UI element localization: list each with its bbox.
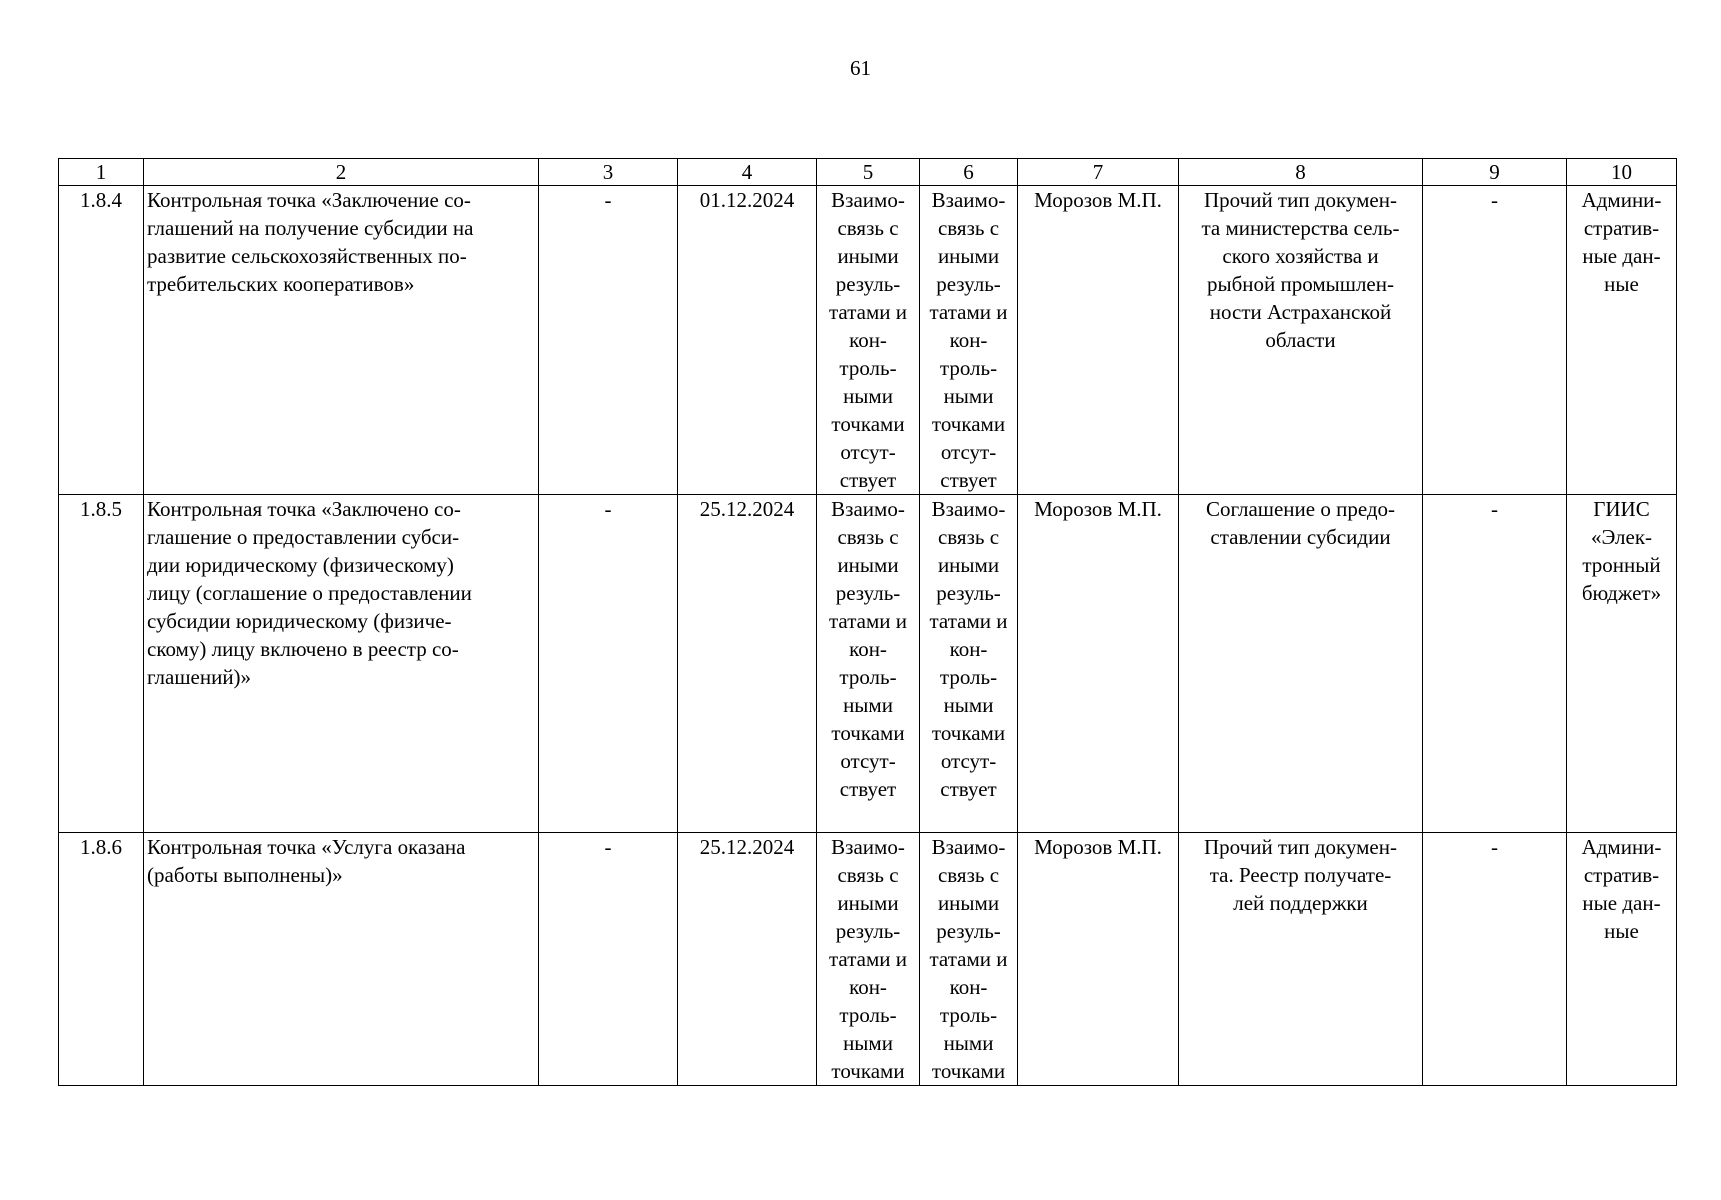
document-type: Прочий тип докумен- та. Реестр получате- лей поддержки xyxy=(1179,833,1423,1086)
relation-cell: Взаимо- связь с иными резуль- татами и кон- троль- ными точками xyxy=(817,833,920,1086)
relation-cell: Взаимо- связь с иными резуль- татами и кон- троль- ными точками отсут- ствует xyxy=(817,186,920,495)
base-value: - xyxy=(539,833,678,1086)
data-source: Админи- стратив- ные дан- ные xyxy=(1567,186,1677,495)
col9-value: - xyxy=(1423,495,1567,833)
table-row xyxy=(59,186,1677,495)
relation-cell: Взаимо- связь с иными резуль- татами и кон- троль- ными точками отсут- ствует xyxy=(817,495,920,833)
control-point-name: Контрольная точка «Заключено со- глашение о предоставлении субси- дии юридическому (физическому) лицу (соглашение о предоставлении субсидии юридическому (физиче- скому) лицу включено в реестр со- глашений)» xyxy=(144,495,539,833)
due-date: 01.12.2024 xyxy=(678,186,817,495)
column-number: 1 xyxy=(59,159,144,186)
column-number-row xyxy=(59,159,1677,186)
due-date: 25.12.2024 xyxy=(678,495,817,833)
row-number: 1.8.4 xyxy=(59,186,144,495)
control-point-name: Контрольная точка «Заключение со- глашений на получение субсидии на развитие сельскохозяйственных по- требительских кооперативов» xyxy=(144,186,539,495)
table-row xyxy=(59,495,1677,833)
column-number: 5 xyxy=(817,159,920,186)
column-number: 2 xyxy=(144,159,539,186)
row-number: 1.8.6 xyxy=(59,833,144,1086)
column-number: 6 xyxy=(920,159,1018,186)
column-number: 9 xyxy=(1423,159,1567,186)
col9-value: - xyxy=(1423,186,1567,495)
column-number: 3 xyxy=(539,159,678,186)
page-number: 61 xyxy=(850,56,871,80)
document-type: Соглашение о предо- ставлении субсидии xyxy=(1179,495,1423,833)
column-number: 4 xyxy=(678,159,817,186)
column-number: 7 xyxy=(1018,159,1179,186)
data-source: Админи- стратив- ные дан- ные xyxy=(1567,833,1677,1086)
row-number: 1.8.5 xyxy=(59,495,144,833)
relation-cell: Взаимо- связь с иными резуль- татами и кон- троль- ными точками xyxy=(920,833,1018,1086)
relation-cell: Взаимо- связь с иными резуль- татами и кон- троль- ными точками отсут- ствует xyxy=(920,495,1018,833)
responsible-person: Морозов М.П. xyxy=(1018,833,1179,1086)
due-date: 25.12.2024 xyxy=(678,833,817,1086)
base-value: - xyxy=(539,495,678,833)
responsible-person: Морозов М.П. xyxy=(1018,495,1179,833)
responsible-person: Морозов М.П. xyxy=(1018,186,1179,495)
column-number: 10 xyxy=(1567,159,1677,186)
control-points-table xyxy=(58,158,1677,1086)
data-source: ГИИС «Элек- тронный бюджет» xyxy=(1567,495,1677,833)
document-type: Прочий тип докумен- та министерства сель- ского хозяйства и рыбной промышлен- ности Астраханской области xyxy=(1179,186,1423,495)
col9-value: - xyxy=(1423,833,1567,1086)
column-number: 8 xyxy=(1179,159,1423,186)
control-point-name: Контрольная точка «Услуга оказана (работы выполнены)» xyxy=(144,833,539,1086)
base-value: - xyxy=(539,186,678,495)
relation-cell: Взаимо- связь с иными резуль- татами и кон- троль- ными точками отсут- ствует xyxy=(920,186,1018,495)
table-row xyxy=(59,833,1677,1086)
